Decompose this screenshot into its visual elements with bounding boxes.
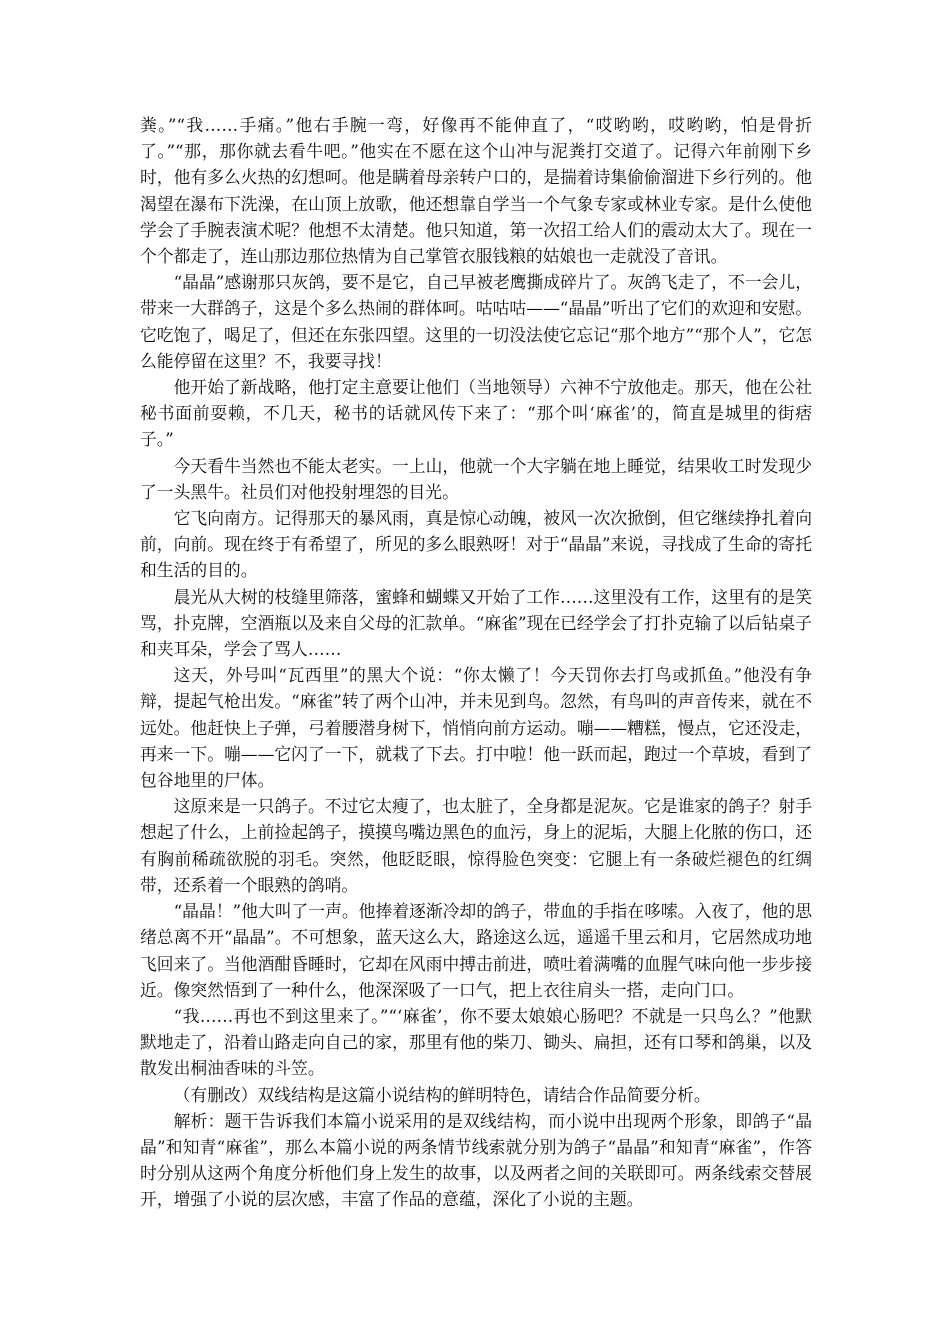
question-paragraph: （有删改）双线结构是这篇小说结构的鲜明特色，请结合作品简要分析。 bbox=[173, 1084, 711, 1105]
paragraph-10: “我……再也不到这里来了。”“‘麻雀’，你不要太娘娘心肠吧？不就是一只鸟么？”他默默地走了，沿着山路走向自己的家，那里有他的柴刀、锄头、扁担，还有口琴和鸽巢，以及散发出桐油香味的斗笠。 bbox=[140, 1005, 812, 1079]
paragraph-2: “晶晶”感谢那只灰鸽，要不是它，自己早被老鹰撕成碎片了。灰鸽飞走了，不一会儿，带来一大群鸽子，这是个多么热闹的群体呵。咕咕咕——“晶晶”听出了它们的欢迎和安慰。它吃饱了，喝足了，但还在东张四望。这里的一切没法使它忘记“那个地方”“那个人”，它怎么能停留在这里？不，我要寻找！ bbox=[140, 272, 813, 371]
document-page bbox=[140, 112, 812, 1213]
paragraph-5: 它飞向南方。记得那天的暴风雨，真是惊心动魄，被风一次次掀倒，但它继续挣扎着向前，向前。现在终于有希望了，所见的多么眼熟呀！对于“晶晶”来说，寻找成了生命的寄托和生活的目的。 bbox=[140, 508, 812, 581]
paragraph-1: 粪。”“我……手痛。”他右手腕一弯，好像再不能伸直了，“哎哟哟，哎哟哟，怕是骨折了。”“那，那你就去看牛吧。”他实在不愿在这个山冲与泥粪打交道了。记得六年前刚下乡时，他有多么火热的幻想呵。他是瞒着母亲转户口的，是揣着诗集偷偷溜进下乡行列的。他渴望在瀑布下洗澡，在山顶上放歌，他还想靠自学当一个气象专家或林业专家。是什么使他学会了手腕表演术呢？他想不太清楚。他只知道，第一次招工给人们的震动太大了。现在一个个都走了，连山那边那位热情为自己掌管衣服钱粮的姑娘也一走就没了音讯。 bbox=[140, 115, 812, 267]
paragraph-9: “晶晶！”他大叫了一声。他捧着逐渐冷却的鸽子，带血的手指在哆嗦。入夜了，他的思绪总离不开“晶晶”。不可想象，蓝天这么大，路途这么远，遥遥千里云和月，它居然成功地飞回来了。当他酒酣昏睡时，它却在风雨中搏击前进，喷吐着满嘴的血腥气味向他一步步接近。像突然悟到了一种什么，他深深吸了一口气，把上衣往肩头一搭，走向门口。 bbox=[140, 901, 812, 1000]
paragraph-6: 晨光从大树的枝缝里筛落，蜜蜂和蝴蝶又开始了工作……这里没有工作，这里有的是笑骂，扑克牌，空酒瓶以及来自父母的汇款单。“麻雀”现在已经学会了打扑克输了以后钻桌子和夹耳朵，学会了骂人…… bbox=[140, 586, 812, 660]
paragraph-3: 他开始了新战略，他打定主意要让他们（当地领导）六神不宁放他走。那天，他在公社秘书面前耍赖，不几天，秘书的话就风传下来了：“那个叫‘麻雀’的，简直是城里的街痞子。” bbox=[140, 377, 812, 450]
paragraph-7: 这天，外号叫“瓦西里”的黑大个说：“你太懒了！今天罚你去打鸟或抓鱼。”他没有争辩，提起气枪出发。“麻雀”转了两个山冲，并未见到鸟。忽然，有鸟叫的声音传来，就在不远处。他赶快上子弹，弓着腰潜身树下，悄悄向前方运动。嘣——糟糕，慢点，它还没走，再来一下。嘣——它闪了一下，就栽了下去。打中啦！他一跃而起，跑过一个草坡，看到了包谷地里的尸体。 bbox=[140, 665, 812, 791]
analysis-paragraph: 解析：题干告诉我们本篇小说采用的是双线结构，而小说中出现两个形象，即鸽子“晶晶”和知青“麻雀”，那么本篇小说的两条情节线索就分别为鸽子“晶晶”和知青“麻雀”，作答时分别从这两个角度分析他们身上发生的故事，以及两者之间的关联即可。两条线索交替展开，增强了小说的层次感，丰富了作品的意蕴，深化了小说的主题。 bbox=[140, 1110, 812, 1210]
paragraph-8: 这原来是一只鸽子。不过它太瘦了，也太脏了，全身都是泥灰。它是谁家的鸽子？射手想起了什么，上前捡起鸽子，摸摸鸟嘴边黑色的血污，身上的泥垢，大腿上化脓的伤口，还有胸前稀疏欲脱的羽毛。突然，他眨眨眼，惊得脸色突变：它腿上有一条破烂褪色的红绸带，还系着一个眼熟的鸽哨。 bbox=[140, 796, 812, 895]
paragraph-4: 今天看牛当然也不能太老实。一上山，他就一个大字躺在地上睡觉，结果收工时发现少了一头黑牛。社员们对他投射埋怨的目光。 bbox=[140, 455, 812, 502]
